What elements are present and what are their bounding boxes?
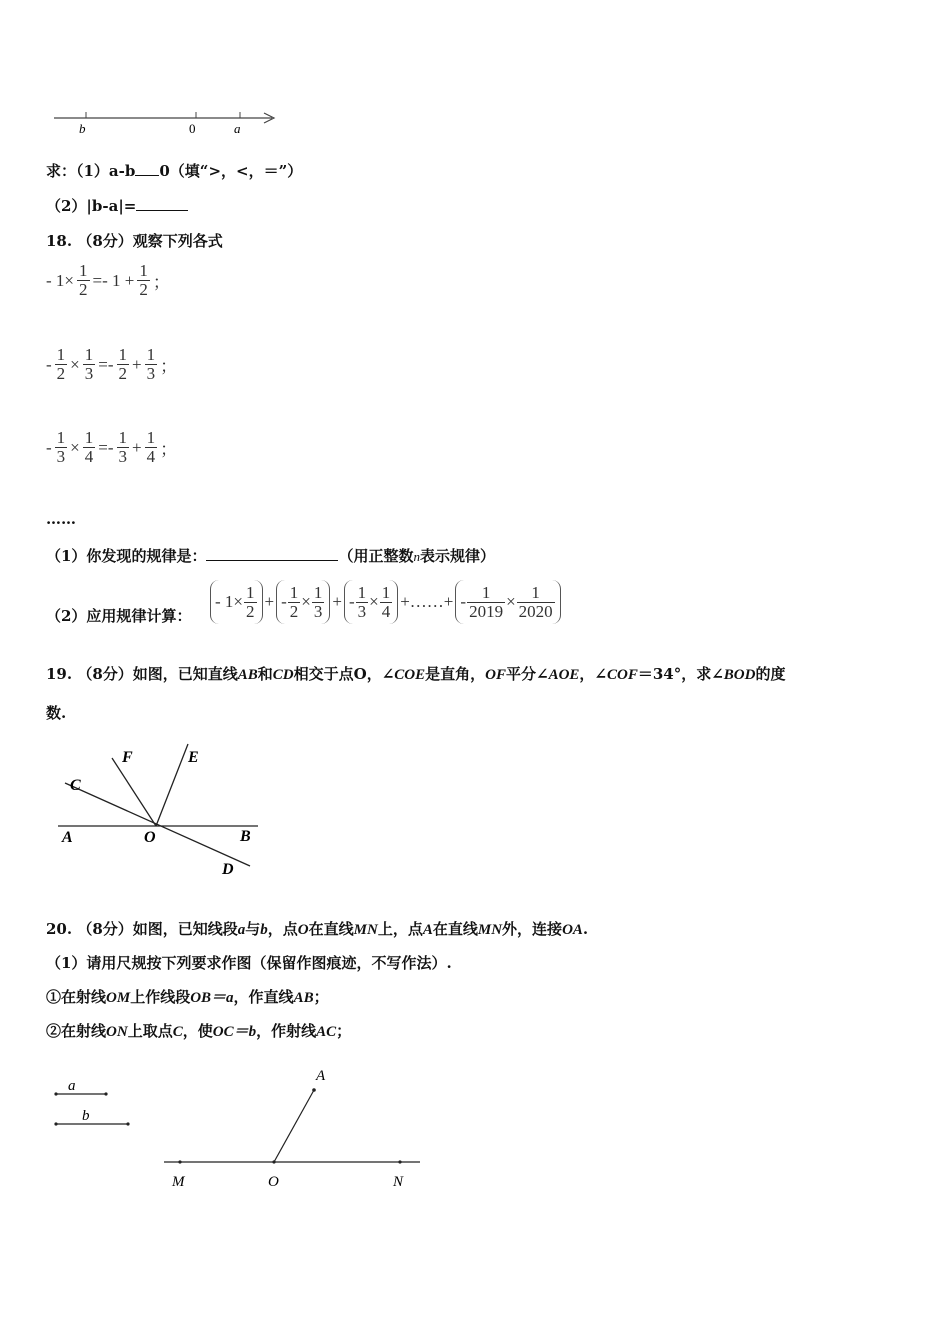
fraction: $\frac{1}{2}$ <box>139 261 148 299</box>
fraction: $\frac{1}{3}$ <box>146 345 156 383</box>
q17-blank-2[interactable] <box>136 210 188 211</box>
fraction: $\frac{1}{3}$ <box>357 582 367 621</box>
times-sign: × <box>70 437 80 457</box>
ellipsis-sum: +……+ <box>400 592 454 611</box>
label-A: A <box>316 1068 326 1084</box>
fraction: $\frac{1}{2}$ <box>56 345 66 383</box>
q18-part1-prefix: （1）你发现的规律是： <box>46 547 207 565</box>
line-CD <box>65 783 250 866</box>
label-D: D <box>222 861 234 878</box>
q18-blank[interactable] <box>206 560 338 561</box>
label-E: E <box>188 749 199 766</box>
fraction: $\frac{1}{2}$ <box>118 345 128 383</box>
fraction: $\frac{1}{3}$ <box>118 428 128 466</box>
fraction: $\frac{1}{2}$ <box>289 582 299 621</box>
label-b: b <box>82 1108 90 1124</box>
q20-line3: ①在射线OM上作线段OB＝a，作直线AB； <box>46 988 329 1006</box>
plus-sign: + <box>264 592 275 611</box>
q19-line1: 19. （8分）如图，已知直线AB和CD相交于点O，∠COE是直角，OF平分∠AOE，∠COF＝34°，求∠BOD的度 <box>46 665 786 683</box>
fraction: $\frac{1}{3}$ <box>56 428 66 466</box>
plus-sign: + <box>132 437 142 457</box>
eq2-prefix: - <box>46 354 52 374</box>
label-a: a <box>68 1078 76 1094</box>
q20-line1: 20. （8分）如图，已知线段a与b，点O在直线MN上，点A在直线MN外，连接OA. <box>46 920 589 938</box>
q18-part2-label: （2）应用规律计算： <box>46 607 192 625</box>
q18-eq1 <box>46 262 170 299</box>
q20-line2: （1）请用尺规按下列要求作图（保留作图痕迹，不写作法）. <box>46 954 452 972</box>
calc-term-4: - $\frac{1}{2019}$ × $\frac{1}{2020}$ <box>455 580 560 624</box>
eq3-mid: =- <box>98 437 114 457</box>
q18-part1 <box>46 545 495 566</box>
fraction: $\frac{1}{4}$ <box>146 428 156 466</box>
fraction: $\frac{1}{2}$ <box>79 261 88 299</box>
plus-sign: + <box>132 354 142 374</box>
q18-eq3 <box>46 429 177 466</box>
q17-part2 <box>46 195 188 216</box>
q20-figure <box>50 1062 430 1192</box>
label-0: 0 <box>189 121 196 136</box>
q18-eq2 <box>46 346 177 383</box>
eq1-mid: =- 1 + <box>92 270 135 290</box>
fraction: $\frac{1}{2020}$ <box>518 582 553 621</box>
calc-term-2: - $\frac{1}{2}$ × $\frac{1}{3}$ <box>276 580 330 624</box>
q18-part1-suffix: （用正整数 <box>338 547 414 565</box>
q20-line4: ②在射线ON上取点C，使OC＝b，作射线AC； <box>46 1022 352 1040</box>
q17-part2-text: （2）|b-a|= <box>46 197 137 215</box>
ray-OF <box>112 758 156 826</box>
label-O: O <box>268 1174 279 1190</box>
calc-term-1: - 1× $\frac{1}{2}$ <box>210 580 263 624</box>
label-N: N <box>393 1174 404 1190</box>
label-O: O <box>144 829 156 846</box>
fraction: $\frac{1}{3}$ <box>84 345 94 383</box>
label-a: a <box>234 121 241 136</box>
q18-title: 18. （8分）观察下列各式 <box>46 232 223 250</box>
q18-calc <box>210 580 561 624</box>
eq2-end: ； <box>160 357 178 376</box>
label-A: A <box>62 829 73 846</box>
times-sign: × <box>70 354 80 374</box>
q18-ellipsis: …… <box>46 510 76 528</box>
ray-OE <box>156 744 188 826</box>
fraction: $\frac{1}{4}$ <box>381 582 391 621</box>
label-B: B <box>240 828 251 845</box>
q17-blank-1[interactable] <box>135 175 159 176</box>
fraction: $\frac{1}{4}$ <box>84 428 94 466</box>
number-line-figure <box>50 106 290 142</box>
label-F: F <box>122 749 133 766</box>
eq1-end: ； <box>152 273 170 292</box>
fraction: $\frac{1}{2019}$ <box>469 582 504 621</box>
q17-part1 <box>46 160 302 181</box>
eq3-end: ； <box>160 440 178 459</box>
q19-figure <box>50 738 280 888</box>
q18-part1-end: 表示规律） <box>419 547 495 565</box>
eq2-mid: =- <box>98 354 114 374</box>
label-b: b <box>79 121 86 136</box>
segment-OA <box>274 1090 314 1162</box>
label-C: C <box>70 777 81 794</box>
fraction: $\frac{1}{3}$ <box>313 582 323 621</box>
q17-part1-prefix: 求：（1）a-b <box>46 162 136 180</box>
var-n: n <box>413 549 420 564</box>
eq1-prefix: - 1× <box>46 270 74 290</box>
plus-sign: + <box>332 592 342 611</box>
fraction: $\frac{1}{2}$ <box>246 582 255 621</box>
q17-part1-suffix: 0（填“>，<，＝”） <box>159 162 303 180</box>
label-M: M <box>172 1174 185 1190</box>
calc-term-3: - $\frac{1}{3}$ × $\frac{1}{4}$ <box>344 580 398 624</box>
q19-line2: 数. <box>46 704 67 722</box>
eq3-prefix: - <box>46 437 52 457</box>
